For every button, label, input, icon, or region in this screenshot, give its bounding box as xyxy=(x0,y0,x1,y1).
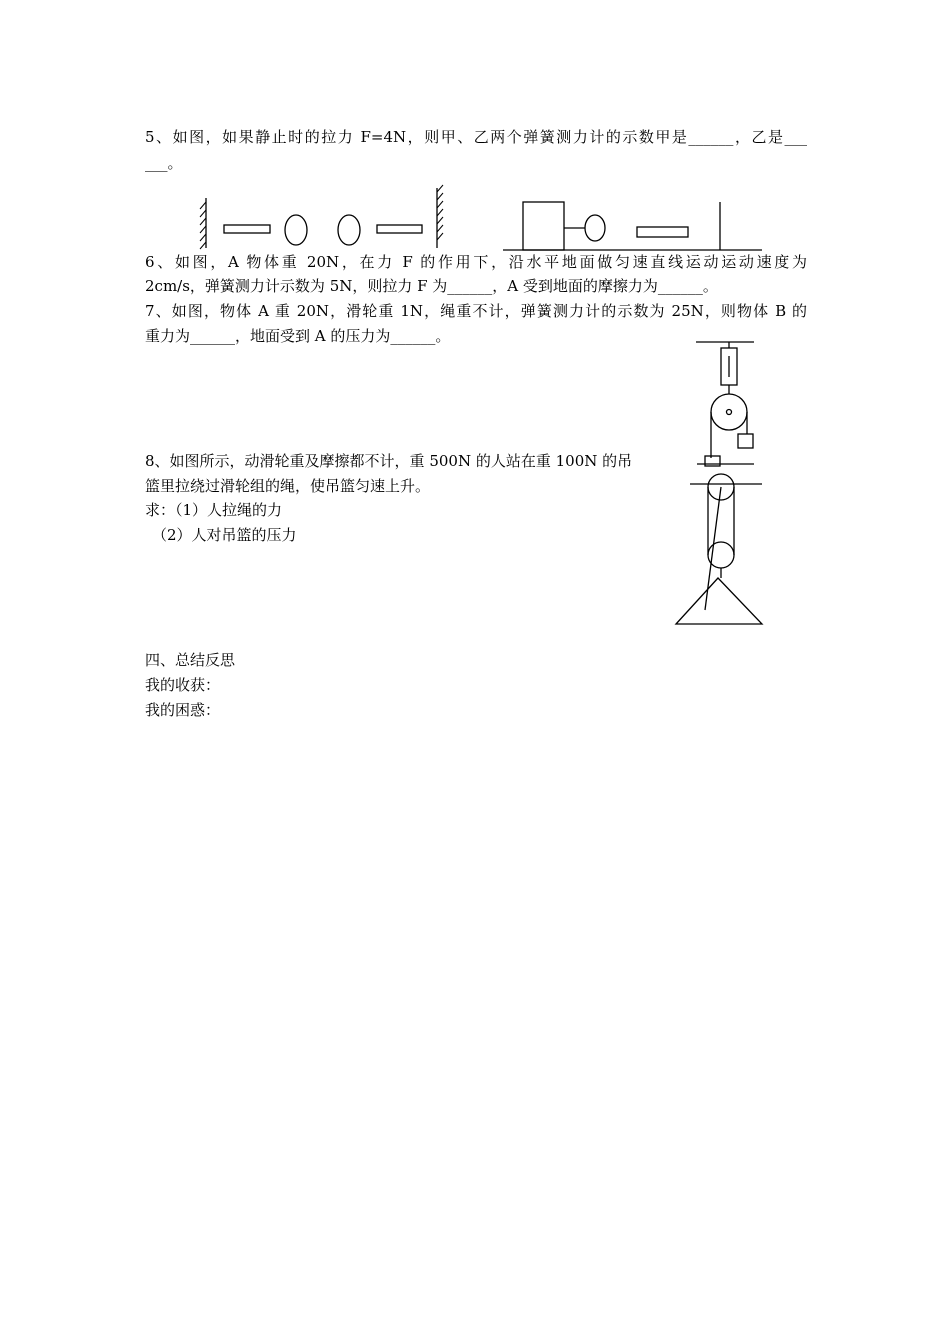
block-a xyxy=(523,202,564,250)
ring-left xyxy=(285,215,307,245)
q7-text-line2: 重力为______，地面受到 A 的压力为______。 xyxy=(145,327,451,345)
pulley xyxy=(585,215,605,241)
q8-sub-question-2: （2）人对吊篮的压力 xyxy=(152,526,297,544)
left-wall-hatching xyxy=(200,202,206,249)
q5-text-line1: 5、如图，如果静止时的拉力 F=4N，则甲、乙两个弹簧测力计的示数甲是______，乙是___ xyxy=(145,128,807,146)
basket xyxy=(676,578,762,624)
spring-scale-jia xyxy=(224,225,270,233)
summary-gains: 我的收获： xyxy=(145,676,221,694)
summary-doubts: 我的困惑： xyxy=(145,701,221,719)
q6-diagram xyxy=(503,202,762,250)
q6-text-line2: 2cm/s，弹簧测力计示数为 5N，则拉力 F 为______，A 受到地面的摩擦力为______。 xyxy=(145,277,718,295)
q6-text-line1: 6、如图，A 物体重 20N，在力 F 的作用下，沿水平地面做匀速直线运动运动速度为 xyxy=(145,253,807,271)
pulley xyxy=(711,394,747,430)
block-b xyxy=(738,434,753,448)
summary-title: 四、总结反思 xyxy=(145,651,236,669)
spring-scale-yi xyxy=(377,225,422,233)
q8-diagram xyxy=(676,456,762,624)
q5-diagram xyxy=(200,185,443,249)
right-wall-hatching xyxy=(437,185,443,240)
q5-text-line2: ___。 xyxy=(145,154,183,172)
q8-sub-question-1: 求：（1）人拉绳的力 xyxy=(145,501,283,519)
q7-diagram xyxy=(696,342,754,458)
q8-text-line1: 8、如图所示，动滑轮重及摩擦都不计，重 500N 的人站在重 100N 的吊 xyxy=(145,452,633,470)
q8-text-line2: 篮里拉绕过滑轮组的绳，使吊篮匀速上升。 xyxy=(145,477,431,495)
spring-scale xyxy=(637,227,688,237)
ring-right xyxy=(338,215,360,245)
q7-text-line1: 7、如图，物体 A 重 20N，滑轮重 1N，绳重不计，弹簧测力计的示数为 25N，则物体 B 的 xyxy=(145,302,807,320)
pulley-axle xyxy=(727,410,732,415)
